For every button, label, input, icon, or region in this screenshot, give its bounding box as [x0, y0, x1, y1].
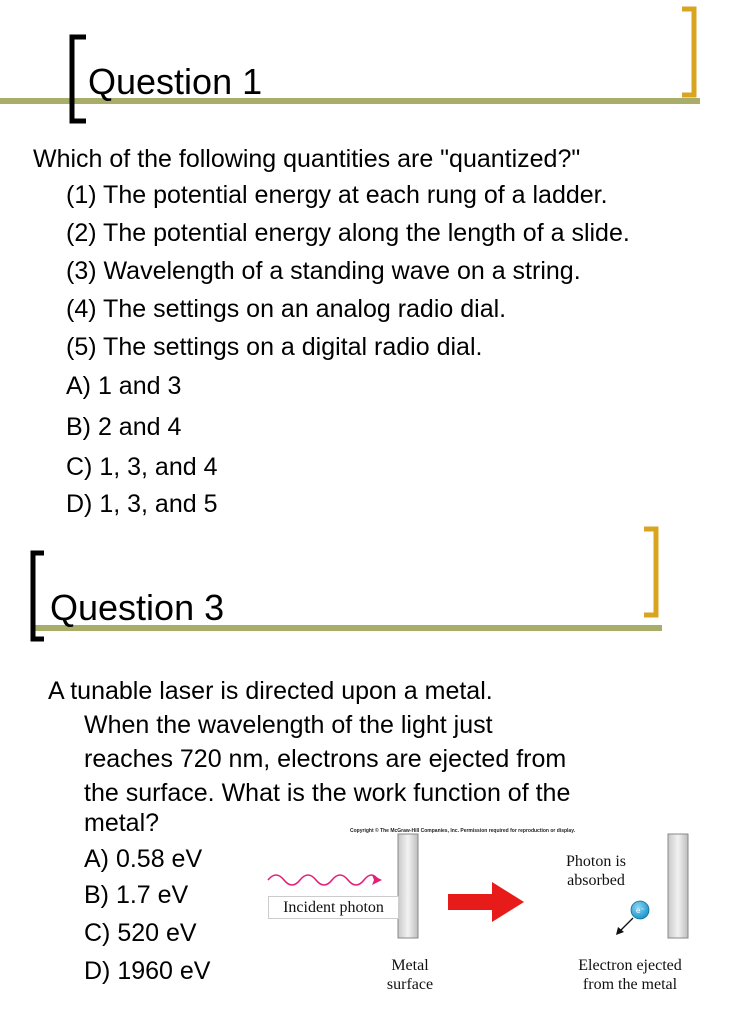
q3-title: Question 3	[50, 587, 225, 628]
metal-plate-left	[398, 834, 418, 938]
q1-item-2: (2) The potential energy along the length of a slide.	[66, 219, 630, 247]
photon-absorbed-line-2: absorbed	[567, 872, 625, 889]
q1-item-1: (1) The potential energy at each rung of a ladder.	[66, 181, 608, 209]
q3-line-1: A tunable laser is directed upon a metal.	[48, 677, 493, 705]
electron-ejected-line-2: from the metal	[582, 976, 678, 993]
metal-surface-line-1: Metal	[391, 957, 429, 974]
electron-ejected-label	[560, 956, 700, 994]
photon-absorbed-label	[548, 852, 644, 890]
metal-surface-line-2: surface	[386, 976, 434, 993]
q1-option-d: D) 1, 3, and 5	[66, 490, 218, 518]
q3-option-d: D) 1960 eV	[84, 957, 211, 985]
electron-ejected-line-1: Electron ejected	[578, 957, 682, 974]
q3-line-5: metal?	[84, 809, 160, 837]
q3-right-bracket	[640, 526, 662, 618]
q1-item-3: (3) Wavelength of a standing wave on a string.	[66, 257, 581, 285]
photon-arrowhead-icon	[372, 875, 382, 885]
q3-left-bracket	[28, 550, 50, 642]
q1-option-c: C) 1, 3, and 4	[66, 453, 218, 481]
figure-copyright: Copyright © The McGraw-Hill Companies, Inc. Permission required for reproduction or display.	[350, 828, 576, 834]
q1-item-4: (4) The settings on an analog radio dial.	[66, 295, 507, 323]
incident-photon-label: Incident photon	[268, 896, 399, 919]
q1-prompt: Which of the following quantities are "quantized?"	[33, 145, 581, 173]
q3-option-c: C) 520 eV	[84, 919, 197, 947]
q3-line-3: reaches 720 nm, electrons are ejected from	[84, 745, 567, 773]
q3-line-2: When the wavelength of the light just	[84, 711, 493, 739]
photon-wave-icon	[268, 875, 378, 885]
q1-item-5: (5) The settings on a digital radio dial.	[66, 333, 483, 361]
metal-plate-right	[668, 834, 688, 938]
q1-option-b: B) 2 and 4	[66, 413, 182, 441]
q1-right-bracket	[678, 6, 700, 98]
electron-symbol: e⁻	[636, 906, 645, 915]
metal-surface-label	[370, 956, 450, 994]
q3-option-a: A) 0.58 eV	[84, 845, 203, 873]
q3-option-b: B) 1.7 eV	[84, 881, 189, 909]
q1-title: Question 1	[88, 61, 263, 102]
q1-option-a: A) 1 and 3	[66, 372, 182, 400]
red-arrow-icon	[448, 882, 524, 922]
photon-absorbed-line-1: Photon is	[565, 853, 626, 870]
q3-line-4: the surface. What is the work function of the	[84, 779, 571, 807]
